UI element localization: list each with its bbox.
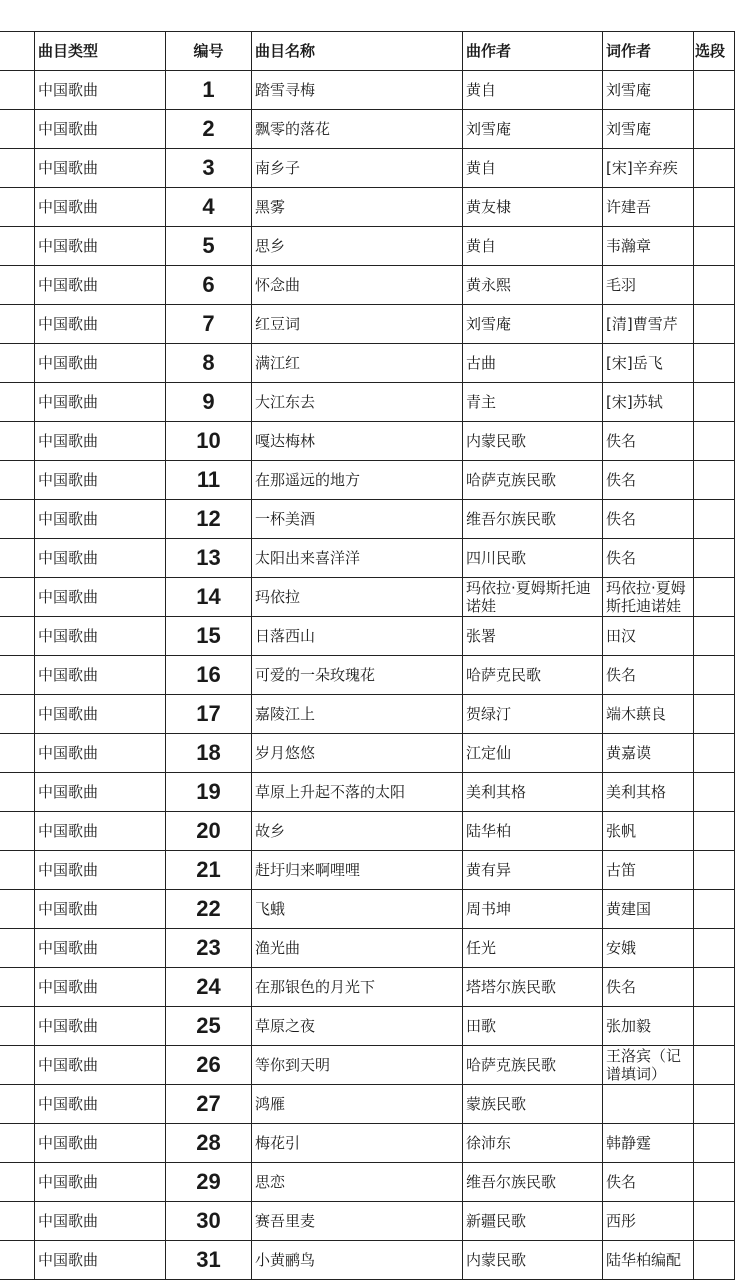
- song-lyricist-cell[interactable]: 韦瀚章: [603, 227, 694, 266]
- header-cell-composer[interactable]: 曲作者: [463, 32, 603, 71]
- song-composer-cell[interactable]: 新疆民歌: [463, 1202, 603, 1241]
- song-lyricist-cell[interactable]: 许建吾: [603, 188, 694, 227]
- row-blank-cell[interactable]: [0, 1202, 35, 1241]
- song-type-cell[interactable]: 中国歌曲: [35, 734, 166, 773]
- table-row[interactable]: [0, 578, 735, 617]
- song-lyricist-cell[interactable]: 佚名: [603, 1163, 694, 1202]
- song-selected-cell[interactable]: [694, 383, 735, 422]
- song-lyricist-cell[interactable]: 佚名: [603, 500, 694, 539]
- song-composer-cell[interactable]: 陆华柏: [463, 812, 603, 851]
- song-lyricist-cell[interactable]: 田汉: [603, 617, 694, 656]
- song-selected-cell[interactable]: [694, 812, 735, 851]
- song-lyricist-cell[interactable]: 西彤: [603, 1202, 694, 1241]
- table-row[interactable]: [0, 149, 735, 188]
- song-composer-cell[interactable]: 玛依拉·夏姆斯托迪诺娃: [463, 578, 603, 617]
- song-lyricist-cell[interactable]: 佚名: [603, 656, 694, 695]
- song-type-cell[interactable]: 中国歌曲: [35, 1046, 166, 1085]
- song-number-cell[interactable]: 4: [166, 188, 252, 227]
- song-title-cell[interactable]: 草原之夜: [252, 1007, 463, 1046]
- table-row[interactable]: [0, 110, 735, 149]
- song-composer-cell[interactable]: 黄自: [463, 227, 603, 266]
- song-composer-cell[interactable]: 任光: [463, 929, 603, 968]
- song-title-cell[interactable]: 飘零的落花: [252, 110, 463, 149]
- song-lyricist-cell[interactable]: [宋]辛弃疾: [603, 149, 694, 188]
- table-row[interactable]: [0, 500, 735, 539]
- song-selected-cell[interactable]: [694, 110, 735, 149]
- song-title-cell[interactable]: 踏雪寻梅: [252, 71, 463, 110]
- song-selected-cell[interactable]: [694, 500, 735, 539]
- table-row[interactable]: [0, 1241, 735, 1280]
- song-composer-cell[interactable]: 江定仙: [463, 734, 603, 773]
- song-composer-cell[interactable]: 黄永熙: [463, 266, 603, 305]
- header-cell-blank[interactable]: [0, 32, 35, 71]
- song-number-cell[interactable]: 29: [166, 1163, 252, 1202]
- song-number-cell[interactable]: 11: [166, 461, 252, 500]
- row-blank-cell[interactable]: [0, 617, 35, 656]
- song-composer-cell[interactable]: 贺绿汀: [463, 695, 603, 734]
- song-number-cell[interactable]: 14: [166, 578, 252, 617]
- row-blank-cell[interactable]: [0, 266, 35, 305]
- song-lyricist-cell[interactable]: 刘雪庵: [603, 110, 694, 149]
- row-blank-cell[interactable]: [0, 1007, 35, 1046]
- song-composer-cell[interactable]: 黄自: [463, 149, 603, 188]
- song-selected-cell[interactable]: [694, 1163, 735, 1202]
- song-lyricist-cell[interactable]: 刘雪庵: [603, 71, 694, 110]
- song-type-cell[interactable]: 中国歌曲: [35, 1202, 166, 1241]
- row-blank-cell[interactable]: [0, 1241, 35, 1280]
- song-composer-cell[interactable]: 周书坤: [463, 890, 603, 929]
- song-composer-cell[interactable]: 田歌: [463, 1007, 603, 1046]
- table-row[interactable]: [0, 266, 735, 305]
- song-selected-cell[interactable]: [694, 968, 735, 1007]
- song-lyricist-cell[interactable]: 毛羽: [603, 266, 694, 305]
- row-blank-cell[interactable]: [0, 422, 35, 461]
- song-composer-cell[interactable]: 内蒙民歌: [463, 422, 603, 461]
- song-number-cell[interactable]: 26: [166, 1046, 252, 1085]
- song-lyricist-cell[interactable]: 张加毅: [603, 1007, 694, 1046]
- song-composer-cell[interactable]: 哈萨克族民歌: [463, 1046, 603, 1085]
- table-row[interactable]: [0, 812, 735, 851]
- table-row[interactable]: [0, 1202, 735, 1241]
- row-blank-cell[interactable]: [0, 149, 35, 188]
- song-selected-cell[interactable]: [694, 890, 735, 929]
- song-type-cell[interactable]: 中国歌曲: [35, 383, 166, 422]
- row-blank-cell[interactable]: [0, 890, 35, 929]
- song-selected-cell[interactable]: [694, 539, 735, 578]
- table-row[interactable]: [0, 1007, 735, 1046]
- song-composer-cell[interactable]: 维吾尔族民歌: [463, 500, 603, 539]
- song-composer-cell[interactable]: 蒙族民歌: [463, 1085, 603, 1124]
- song-type-cell[interactable]: 中国歌曲: [35, 344, 166, 383]
- song-title-cell[interactable]: 嘉陵江上: [252, 695, 463, 734]
- song-number-cell[interactable]: 21: [166, 851, 252, 890]
- song-lyricist-cell[interactable]: [宋]苏轼: [603, 383, 694, 422]
- header-cell-selected[interactable]: 选段: [694, 32, 735, 71]
- song-type-cell[interactable]: 中国歌曲: [35, 773, 166, 812]
- song-title-cell[interactable]: 故乡: [252, 812, 463, 851]
- song-title-cell[interactable]: 南乡子: [252, 149, 463, 188]
- song-lyricist-cell[interactable]: 张帆: [603, 812, 694, 851]
- song-lyricist-cell[interactable]: 佚名: [603, 539, 694, 578]
- row-blank-cell[interactable]: [0, 539, 35, 578]
- song-number-cell[interactable]: 1: [166, 71, 252, 110]
- row-blank-cell[interactable]: [0, 344, 35, 383]
- song-composer-cell[interactable]: 塔塔尔族民歌: [463, 968, 603, 1007]
- song-type-cell[interactable]: 中国歌曲: [35, 578, 166, 617]
- header-cell-type[interactable]: 曲目类型: [35, 32, 166, 71]
- header-cell-number[interactable]: 编号: [166, 32, 252, 71]
- song-number-cell[interactable]: 18: [166, 734, 252, 773]
- song-selected-cell[interactable]: [694, 188, 735, 227]
- header-cell-lyricist[interactable]: 词作者: [603, 32, 694, 71]
- song-title-cell[interactable]: 嘎达梅林: [252, 422, 463, 461]
- song-number-cell[interactable]: 8: [166, 344, 252, 383]
- song-lyricist-cell[interactable]: 美利其格: [603, 773, 694, 812]
- row-blank-cell[interactable]: [0, 1124, 35, 1163]
- song-type-cell[interactable]: 中国歌曲: [35, 851, 166, 890]
- song-selected-cell[interactable]: [694, 1085, 735, 1124]
- song-type-cell[interactable]: 中国歌曲: [35, 305, 166, 344]
- song-lyricist-cell[interactable]: [宋]岳飞: [603, 344, 694, 383]
- song-title-cell[interactable]: 红豆词: [252, 305, 463, 344]
- song-number-cell[interactable]: 9: [166, 383, 252, 422]
- table-row[interactable]: [0, 344, 735, 383]
- song-title-cell[interactable]: 黑雾: [252, 188, 463, 227]
- song-title-cell[interactable]: 渔光曲: [252, 929, 463, 968]
- row-blank-cell[interactable]: [0, 500, 35, 539]
- song-type-cell[interactable]: 中国歌曲: [35, 500, 166, 539]
- row-blank-cell[interactable]: [0, 71, 35, 110]
- song-type-cell[interactable]: 中国歌曲: [35, 422, 166, 461]
- table-body: [0, 71, 735, 1280]
- song-lyricist-cell[interactable]: 玛依拉·夏姆斯托迪诺娃: [603, 578, 694, 617]
- song-type-cell[interactable]: 中国歌曲: [35, 656, 166, 695]
- song-title-cell[interactable]: 思乡: [252, 227, 463, 266]
- song-number-cell[interactable]: 20: [166, 812, 252, 851]
- song-composer-cell[interactable]: 美利其格: [463, 773, 603, 812]
- table-row[interactable]: [0, 1046, 735, 1085]
- song-title-cell[interactable]: 草原上升起不落的太阳: [252, 773, 463, 812]
- row-blank-cell[interactable]: [0, 1163, 35, 1202]
- song-selected-cell[interactable]: [694, 266, 735, 305]
- table-row[interactable]: [0, 1085, 735, 1124]
- song-number-cell[interactable]: 2: [166, 110, 252, 149]
- song-selected-cell[interactable]: [694, 773, 735, 812]
- song-number-cell[interactable]: 12: [166, 500, 252, 539]
- song-selected-cell[interactable]: [694, 305, 735, 344]
- song-type-cell[interactable]: 中国歌曲: [35, 110, 166, 149]
- song-composer-cell[interactable]: 刘雪庵: [463, 110, 603, 149]
- row-blank-cell[interactable]: [0, 734, 35, 773]
- song-type-cell[interactable]: 中国歌曲: [35, 71, 166, 110]
- song-type-cell[interactable]: 中国歌曲: [35, 1085, 166, 1124]
- song-composer-cell[interactable]: 青主: [463, 383, 603, 422]
- row-blank-cell[interactable]: [0, 227, 35, 266]
- song-type-cell[interactable]: 中国歌曲: [35, 149, 166, 188]
- song-selected-cell[interactable]: [694, 227, 735, 266]
- song-number-cell[interactable]: 15: [166, 617, 252, 656]
- song-lyricist-cell[interactable]: 佚名: [603, 422, 694, 461]
- song-number-cell[interactable]: 10: [166, 422, 252, 461]
- song-number-cell[interactable]: 22: [166, 890, 252, 929]
- song-title-cell[interactable]: 太阳出来喜洋洋: [252, 539, 463, 578]
- song-lyricist-cell[interactable]: [清]曹雪芹: [603, 305, 694, 344]
- song-title-cell[interactable]: 小黄鹂鸟: [252, 1241, 463, 1280]
- song-title-cell[interactable]: 满江红: [252, 344, 463, 383]
- song-type-cell[interactable]: 中国歌曲: [35, 539, 166, 578]
- table-row[interactable]: [0, 929, 735, 968]
- table-row[interactable]: [0, 890, 735, 929]
- song-type-cell[interactable]: 中国歌曲: [35, 188, 166, 227]
- row-blank-cell[interactable]: [0, 305, 35, 344]
- song-selected-cell[interactable]: [694, 344, 735, 383]
- song-composer-cell[interactable]: 古曲: [463, 344, 603, 383]
- table-row[interactable]: [0, 734, 735, 773]
- song-selected-cell[interactable]: [694, 422, 735, 461]
- table-row[interactable]: [0, 656, 735, 695]
- song-title-cell[interactable]: 可爱的一朵玫瑰花: [252, 656, 463, 695]
- song-title-cell[interactable]: 玛依拉: [252, 578, 463, 617]
- song-title-cell[interactable]: 怀念曲: [252, 266, 463, 305]
- song-composer-cell[interactable]: 黄友棣: [463, 188, 603, 227]
- song-selected-cell[interactable]: [694, 149, 735, 188]
- row-blank-cell[interactable]: [0, 929, 35, 968]
- song-lyricist-cell[interactable]: 陆华柏编配: [603, 1241, 694, 1280]
- table-row[interactable]: [0, 968, 735, 1007]
- row-blank-cell[interactable]: [0, 812, 35, 851]
- table-container: [0, 31, 735, 1280]
- song-selected-cell[interactable]: [694, 695, 735, 734]
- table-header-row: [0, 32, 735, 71]
- song-title-cell[interactable]: 在那遥远的地方: [252, 461, 463, 500]
- song-title-cell[interactable]: 等你到天明: [252, 1046, 463, 1085]
- song-type-cell[interactable]: 中国歌曲: [35, 812, 166, 851]
- song-type-cell[interactable]: 中国歌曲: [35, 929, 166, 968]
- song-type-cell[interactable]: 中国歌曲: [35, 227, 166, 266]
- song-list-table: [0, 31, 735, 1280]
- song-number-cell[interactable]: 23: [166, 929, 252, 968]
- song-number-cell[interactable]: 30: [166, 1202, 252, 1241]
- song-selected-cell[interactable]: [694, 617, 735, 656]
- song-selected-cell[interactable]: [694, 461, 735, 500]
- song-composer-cell[interactable]: 张署: [463, 617, 603, 656]
- song-selected-cell[interactable]: [694, 1124, 735, 1163]
- table-row[interactable]: [0, 422, 735, 461]
- song-title-cell[interactable]: 赛吾里麦: [252, 1202, 463, 1241]
- song-number-cell[interactable]: 16: [166, 656, 252, 695]
- table-row[interactable]: [0, 383, 735, 422]
- row-blank-cell[interactable]: [0, 656, 35, 695]
- song-title-cell[interactable]: 鸿雁: [252, 1085, 463, 1124]
- song-selected-cell[interactable]: [694, 734, 735, 773]
- row-blank-cell[interactable]: [0, 578, 35, 617]
- song-number-cell[interactable]: 7: [166, 305, 252, 344]
- song-composer-cell[interactable]: 四川民歌: [463, 539, 603, 578]
- song-selected-cell[interactable]: [694, 656, 735, 695]
- song-lyricist-cell[interactable]: 端木蕻良: [603, 695, 694, 734]
- table-row[interactable]: [0, 539, 735, 578]
- song-number-cell[interactable]: 27: [166, 1085, 252, 1124]
- row-blank-cell[interactable]: [0, 695, 35, 734]
- table-row[interactable]: [0, 695, 735, 734]
- song-number-cell[interactable]: 25: [166, 1007, 252, 1046]
- song-title-cell[interactable]: 飞蛾: [252, 890, 463, 929]
- song-type-cell[interactable]: 中国歌曲: [35, 890, 166, 929]
- row-blank-cell[interactable]: [0, 1046, 35, 1085]
- table-row[interactable]: [0, 617, 735, 656]
- song-number-cell[interactable]: 19: [166, 773, 252, 812]
- song-lyricist-cell[interactable]: 安娥: [603, 929, 694, 968]
- row-blank-cell[interactable]: [0, 851, 35, 890]
- song-number-cell[interactable]: 13: [166, 539, 252, 578]
- song-type-cell[interactable]: 中国歌曲: [35, 266, 166, 305]
- song-number-cell[interactable]: 5: [166, 227, 252, 266]
- song-composer-cell[interactable]: 刘雪庵: [463, 305, 603, 344]
- song-selected-cell[interactable]: [694, 1202, 735, 1241]
- song-type-cell[interactable]: 中国歌曲: [35, 1124, 166, 1163]
- table-row[interactable]: [0, 773, 735, 812]
- table-row[interactable]: [0, 71, 735, 110]
- song-number-cell[interactable]: 24: [166, 968, 252, 1007]
- song-number-cell[interactable]: 31: [166, 1241, 252, 1280]
- table-row[interactable]: [0, 227, 735, 266]
- song-type-cell[interactable]: 中国歌曲: [35, 1241, 166, 1280]
- song-composer-cell[interactable]: 黄自: [463, 71, 603, 110]
- song-selected-cell[interactable]: [694, 1241, 735, 1280]
- song-selected-cell[interactable]: [694, 851, 735, 890]
- song-title-cell[interactable]: 在那银色的月光下: [252, 968, 463, 1007]
- song-composer-cell[interactable]: 内蒙民歌: [463, 1241, 603, 1280]
- song-selected-cell[interactable]: [694, 1046, 735, 1085]
- song-lyricist-cell[interactable]: 佚名: [603, 461, 694, 500]
- row-blank-cell[interactable]: [0, 188, 35, 227]
- song-composer-cell[interactable]: 哈萨克族民歌: [463, 461, 603, 500]
- song-title-cell[interactable]: 日落西山: [252, 617, 463, 656]
- song-lyricist-cell[interactable]: 黄建国: [603, 890, 694, 929]
- header-cell-title[interactable]: 曲目名称: [252, 32, 463, 71]
- song-title-cell[interactable]: 岁月悠悠: [252, 734, 463, 773]
- song-selected-cell[interactable]: [694, 929, 735, 968]
- table-row[interactable]: [0, 1124, 735, 1163]
- song-number-cell[interactable]: 3: [166, 149, 252, 188]
- row-blank-cell[interactable]: [0, 1085, 35, 1124]
- song-composer-cell[interactable]: 黄有异: [463, 851, 603, 890]
- song-lyricist-cell[interactable]: 古笛: [603, 851, 694, 890]
- song-type-cell[interactable]: 中国歌曲: [35, 1163, 166, 1202]
- song-selected-cell[interactable]: [694, 71, 735, 110]
- song-selected-cell[interactable]: [694, 578, 735, 617]
- row-blank-cell[interactable]: [0, 461, 35, 500]
- table-row[interactable]: [0, 851, 735, 890]
- song-selected-cell[interactable]: [694, 1007, 735, 1046]
- song-type-cell[interactable]: 中国歌曲: [35, 695, 166, 734]
- row-blank-cell[interactable]: [0, 110, 35, 149]
- song-composer-cell[interactable]: 徐沛东: [463, 1124, 603, 1163]
- row-blank-cell[interactable]: [0, 383, 35, 422]
- song-lyricist-cell[interactable]: 黄嘉谟: [603, 734, 694, 773]
- song-lyricist-cell[interactable]: 佚名: [603, 968, 694, 1007]
- row-blank-cell[interactable]: [0, 773, 35, 812]
- song-type-cell[interactable]: 中国歌曲: [35, 968, 166, 1007]
- song-composer-cell[interactable]: 维吾尔族民歌: [463, 1163, 603, 1202]
- song-title-cell[interactable]: 思恋: [252, 1163, 463, 1202]
- song-number-cell[interactable]: 28: [166, 1124, 252, 1163]
- table-row[interactable]: [0, 461, 735, 500]
- song-lyricist-cell[interactable]: [603, 1085, 694, 1124]
- song-type-cell[interactable]: 中国歌曲: [35, 1007, 166, 1046]
- table-row[interactable]: [0, 188, 735, 227]
- row-blank-cell[interactable]: [0, 968, 35, 1007]
- song-composer-cell[interactable]: 哈萨克民歌: [463, 656, 603, 695]
- song-title-cell[interactable]: 梅花引: [252, 1124, 463, 1163]
- song-type-cell[interactable]: 中国歌曲: [35, 617, 166, 656]
- song-lyricist-cell[interactable]: 王洛宾（记谱填词）: [603, 1046, 694, 1085]
- table-row[interactable]: [0, 1163, 735, 1202]
- song-number-cell[interactable]: 17: [166, 695, 252, 734]
- song-title-cell[interactable]: 一杯美酒: [252, 500, 463, 539]
- song-type-cell[interactable]: 中国歌曲: [35, 461, 166, 500]
- song-title-cell[interactable]: 赶圩归来啊哩哩: [252, 851, 463, 890]
- song-lyricist-cell[interactable]: 韩静霆: [603, 1124, 694, 1163]
- song-title-cell[interactable]: 大江东去: [252, 383, 463, 422]
- table-row[interactable]: [0, 305, 735, 344]
- song-number-cell[interactable]: 6: [166, 266, 252, 305]
